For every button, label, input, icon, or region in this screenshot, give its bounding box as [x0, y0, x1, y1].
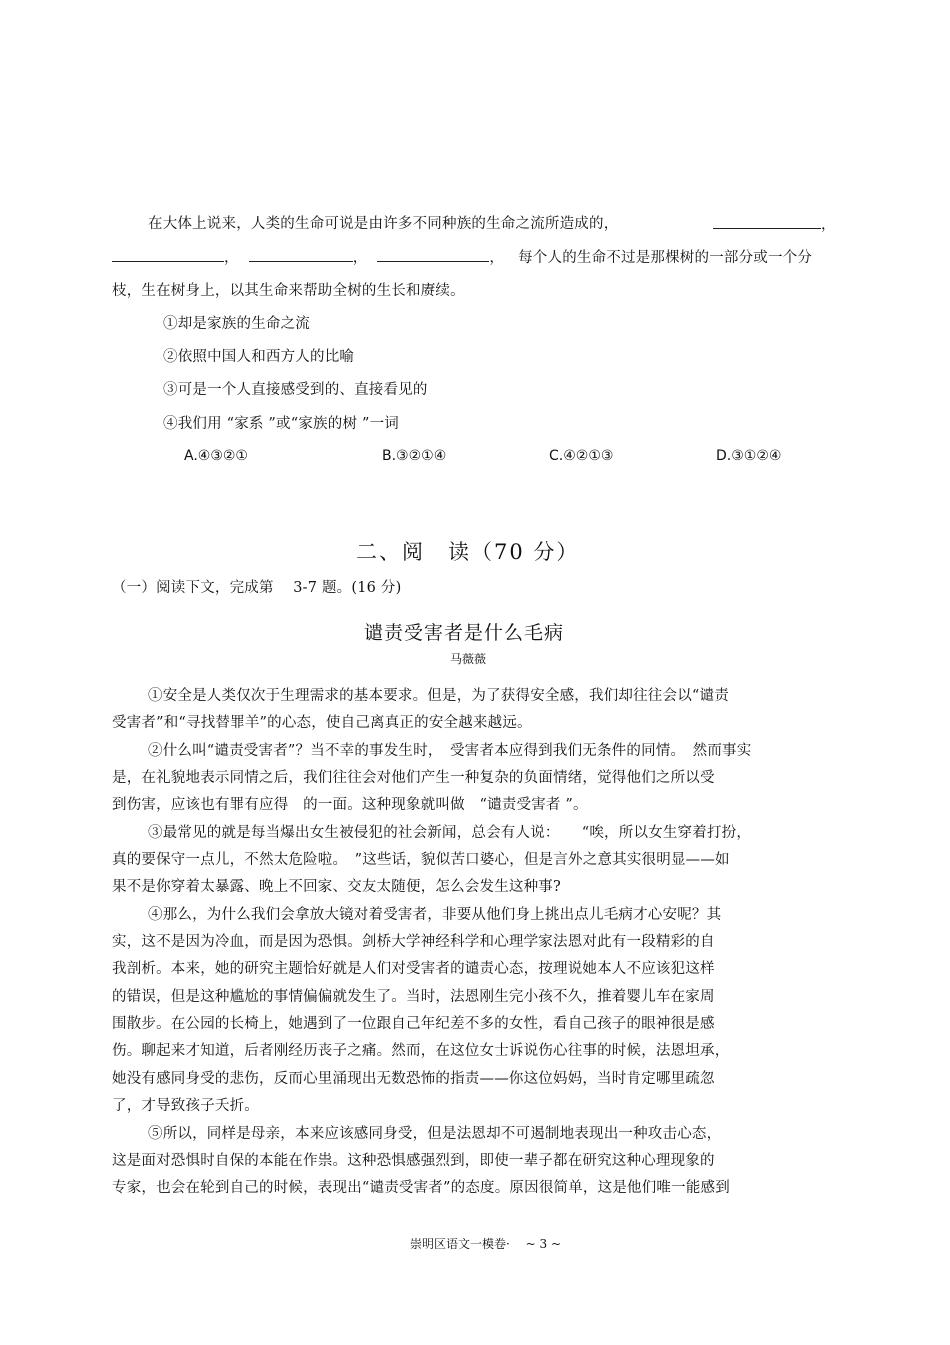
article-line: ①安全是人类仅次于生理需求的基本要求。但是，为了获得安全感，我们却往往会以“谴责 — [148, 688, 729, 704]
q2-stem-line-2 — [112, 247, 812, 268]
article-title: 谴责受害者是什么毛病 — [364, 622, 565, 644]
article-line: 围散步。在公园的长椅上，她遇到了一位跟自己年纪差不多的女性，看自己孩子的眼神很是感 — [112, 1016, 715, 1032]
answer-blank-4[interactable] — [377, 247, 489, 262]
article-line: 她没有感同身受的悲伤，反而心里涌现出无数恐怖的指责——你这位妈妈，当时肯定哪里疏忽 — [112, 1071, 715, 1087]
option-d[interactable]: D.③①②④ — [716, 448, 782, 464]
article-line: 了，才导致孩子夭折。 — [112, 1098, 259, 1114]
q2-stem-line-3 — [112, 281, 465, 301]
option-b[interactable]: B.③②①④ — [382, 448, 447, 464]
page-footer: 崇明区语文一模卷· ~ 3 ~ — [410, 1237, 562, 1251]
q2-blank-1-group — [713, 214, 836, 235]
q2-item-3: ③可是一个人直接感受到的、直接看见的 — [163, 382, 428, 398]
article-line: 专家，也会在轮到自己的时候，表现出“谴责受害者”的态度。原因很简单，这是他们唯一能感到 — [112, 1180, 730, 1196]
q2-stem-line-1 — [148, 214, 618, 234]
section-heading: 二、阅 读（70 分） — [356, 540, 580, 564]
article-line: ⑤所以，同样是母亲，本来应该感同身受，但是法恩却不可遏制地表现出一种攻击心态， — [148, 1126, 722, 1142]
answer-blank-1[interactable] — [713, 214, 821, 229]
article-line: ②什么叫“谴责受害者”？当不幸的事发生时， 受害者本应得到我们无条件的同情。 然而事实 — [148, 743, 752, 759]
q2-stem-text-3: 枝，生在树身上，以其生命来帮助全树的生长和赓续。 — [112, 283, 465, 299]
article-line: 伤。聊起来才知道，后者刚经历丧子之痛。然而，在这位女士诉说伤心往事的时候，法恩坦承， — [112, 1043, 730, 1059]
comma: ， — [224, 250, 239, 266]
article-line: 实，这不是因为冷血，而是因为恐惧。剑桥大学神经科学和心理学家法恩对此有一段精彩的自 — [112, 934, 715, 950]
article-line: 真的要保守一点儿，不然太危险啦。 ”这些话，貌似苦口婆心，但是言外之意其实很明显——如 — [112, 852, 730, 868]
article-author: 马薇薇 — [450, 652, 487, 666]
option-c[interactable]: C.④②①③ — [549, 448, 614, 464]
answer-blank-2[interactable] — [112, 247, 224, 262]
q2-stem-text-1: 在大体上说来，人类的生命可说是由许多不同种族的生命之流所造成的， — [148, 216, 619, 232]
article-line: 到伤害，应该也有罪有应得 的一面。这种现象就叫做 “谴责受害者 ”。 — [112, 797, 588, 813]
answer-blank-3[interactable] — [249, 247, 353, 262]
passage-intro: （一）阅读下文，完成第 3-7 题。(16 分) — [112, 580, 402, 596]
article-line: 受害者”和“寻找替罪羊”的心态，使自己离真正的安全越来越远。 — [112, 715, 532, 731]
q2-stem-text-2: 每个人的生命不过是那棵树的一部分或一个分 — [518, 250, 813, 266]
article-line: ④那么，为什么我们会拿放大镜对着受害者，非要从他们身上挑出点儿毛病才心安呢？其 — [148, 907, 722, 923]
option-a[interactable]: A.④③②① — [184, 448, 248, 464]
article-line: 这是面对恐惧时自保的本能在作祟。这种恐惧感强烈到，即使一辈子都在研究这种心理现象的 — [112, 1153, 715, 1169]
comma: ， — [352, 250, 368, 266]
q2-item-1: ①却是家族的生命之流 — [163, 316, 310, 332]
article-line: 的错误，但是这种尴尬的事情偏偏就发生了。当时，法恩刚生完小孩不久，推着婴儿车在家周 — [112, 989, 715, 1005]
article-line: 是，在礼貌地表示同情之后，我们往往会对他们产生一种复杂的负面情绪，觉得他们之所以受 — [112, 770, 715, 786]
comma: ， — [489, 250, 505, 266]
article-line: ③最常见的就是每当爆出女生被侵犯的社会新闻，总会有人说： “唉，所以女生穿着打扮， — [148, 825, 752, 841]
comma: ， — [821, 217, 836, 233]
article-line: 果不是你穿着太暴露、晚上不回家、交友太随便，怎么会发生这种事? — [112, 879, 561, 895]
q2-item-4: ④我们用 “家系 ”或“家族的树 ”一词 — [163, 416, 399, 432]
article-line: 我剖析。本来，她的研究主题恰好就是人们对受害者的谴责心态，按理说她本人不应该犯这样 — [112, 961, 715, 977]
q2-item-2: ②依照中国人和西方人的比喻 — [163, 349, 355, 365]
